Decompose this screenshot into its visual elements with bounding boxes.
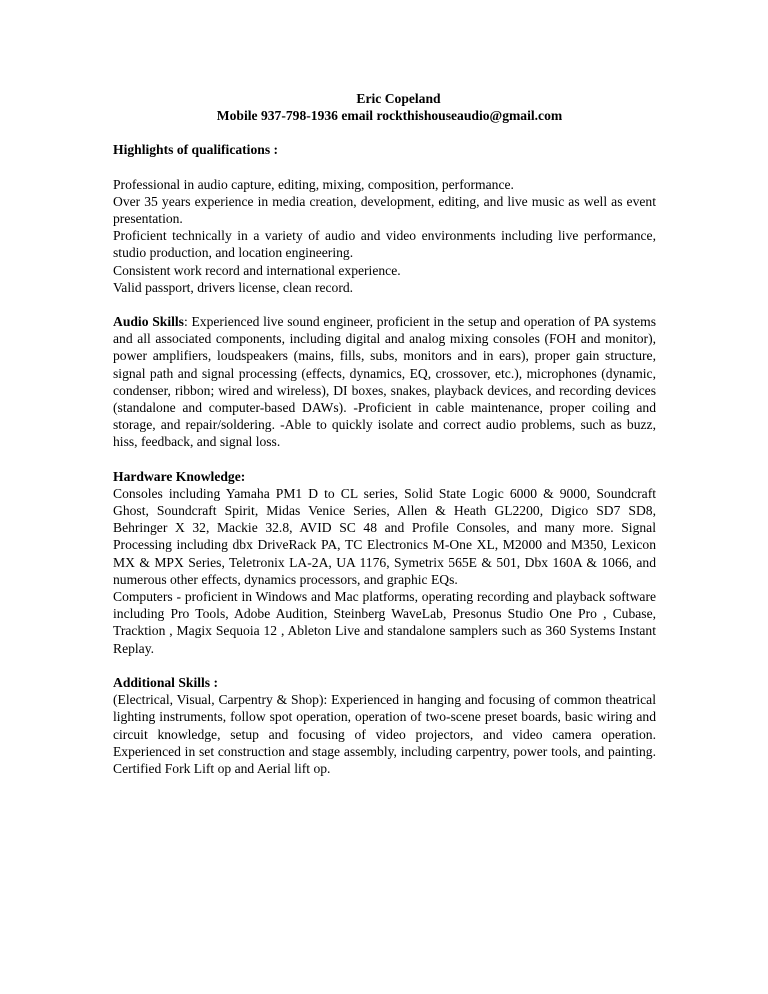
- highlight-line: Valid passport, drivers license, clean record.: [113, 279, 354, 295]
- highlight-line: Professional in audio capture, editing, mixing, composition, performance.: [113, 176, 514, 192]
- additional-skills-heading: Additional Skills :: [113, 674, 219, 690]
- additional-skills-paragraph: (Electrical, Visual, Carpentry & Shop): Experienced in hanging and focusing of common theatrical lighting instruments, follow spot operation, operation of two-scene preset boards, basic wiring and circuit knowledge, setup and focusing of video projectors, and video camera operation. Experienced in set construction and stage assembly, including carpentry, power tools, and painting. Certified Fork Lift op and Aerial lift op.: [113, 692, 656, 776]
- applicant-name: Eric Copeland: [356, 91, 441, 106]
- highlight-line: Consistent work record and international experience.: [113, 262, 401, 278]
- hardware-heading: Hardware Knowledge:: [113, 468, 246, 484]
- hardware-computers-paragraph: Computers - proficient in Windows and Mac platforms, operating recording and playback software including Pro Tools, Adobe Audition, Steinberg WaveLab, Presonus Studio One Pro , Cubase, Tracktion , Magix Sequoia 12 , Ableton Live and standalone samplers such as 360 Systems Instant Replay.: [113, 589, 656, 656]
- highlights-heading: Highlights of qualifications :: [113, 142, 279, 158]
- audio-skills-heading: Audio Skills: [113, 314, 184, 330]
- audio-skills-paragraph: [113, 313, 656, 451]
- highlight-line: Proficient technically in a variety of audio and video environments including live performance, studio production, and location engineering.: [113, 228, 656, 261]
- resume-page: [113, 90, 656, 777]
- contact-line: Mobile 937-798-1936 email rockthishouseaudio@gmail.com: [216, 108, 563, 124]
- hardware-consoles-paragraph: Consoles including Yamaha PM1 D to CL series, Solid State Logic 6000 & 9000, Soundcraft Ghost, Soundcraft Spirit, Midas Venice Series, Allen & Heath GL2200, Digico SD7 SD8, Behringer X 32, Mackie 32.8, AVID SC 48 and Profile Consoles, and many more. Signal Processing including dbx DriveRack PA, TC Electronics M-One XL, M2000 and M350, Lexicon MX & MPX Series, Teletronix LA-2A, UA 1176, Symetrix 565E & 501, Dbx 160A & 1066, and numerous other effects, dynamics processors, and graphic EQs.: [113, 485, 656, 587]
- highlight-line: Over 35 years experience in media creation, development, editing, and live music as well as event presentation.: [113, 193, 656, 227]
- audio-skills-text: : Experienced live sound engineer, proficient in the setup and operation of PA systems and all associated components, including digital and analog mixing consoles (FOH and monitor), power amplifiers, loudspeakers (mains, fills, subs, monitors and in ears), proper gain structure, signal path and signal processing (effects, dynamics, EQ, crossover, etc.), microphones (dynamic, condenser, ribbon; wired and wireless), DI boxes, snakes, playback devices, and recording devices (standalone and computer-based DAWs). -Proficient in cable maintenance, proper coiling and storage, and repair/soldering. -Able to quickly isolate and correct audio problems, such as buzz, hiss, feedback, and signal loss.: [113, 314, 656, 450]
